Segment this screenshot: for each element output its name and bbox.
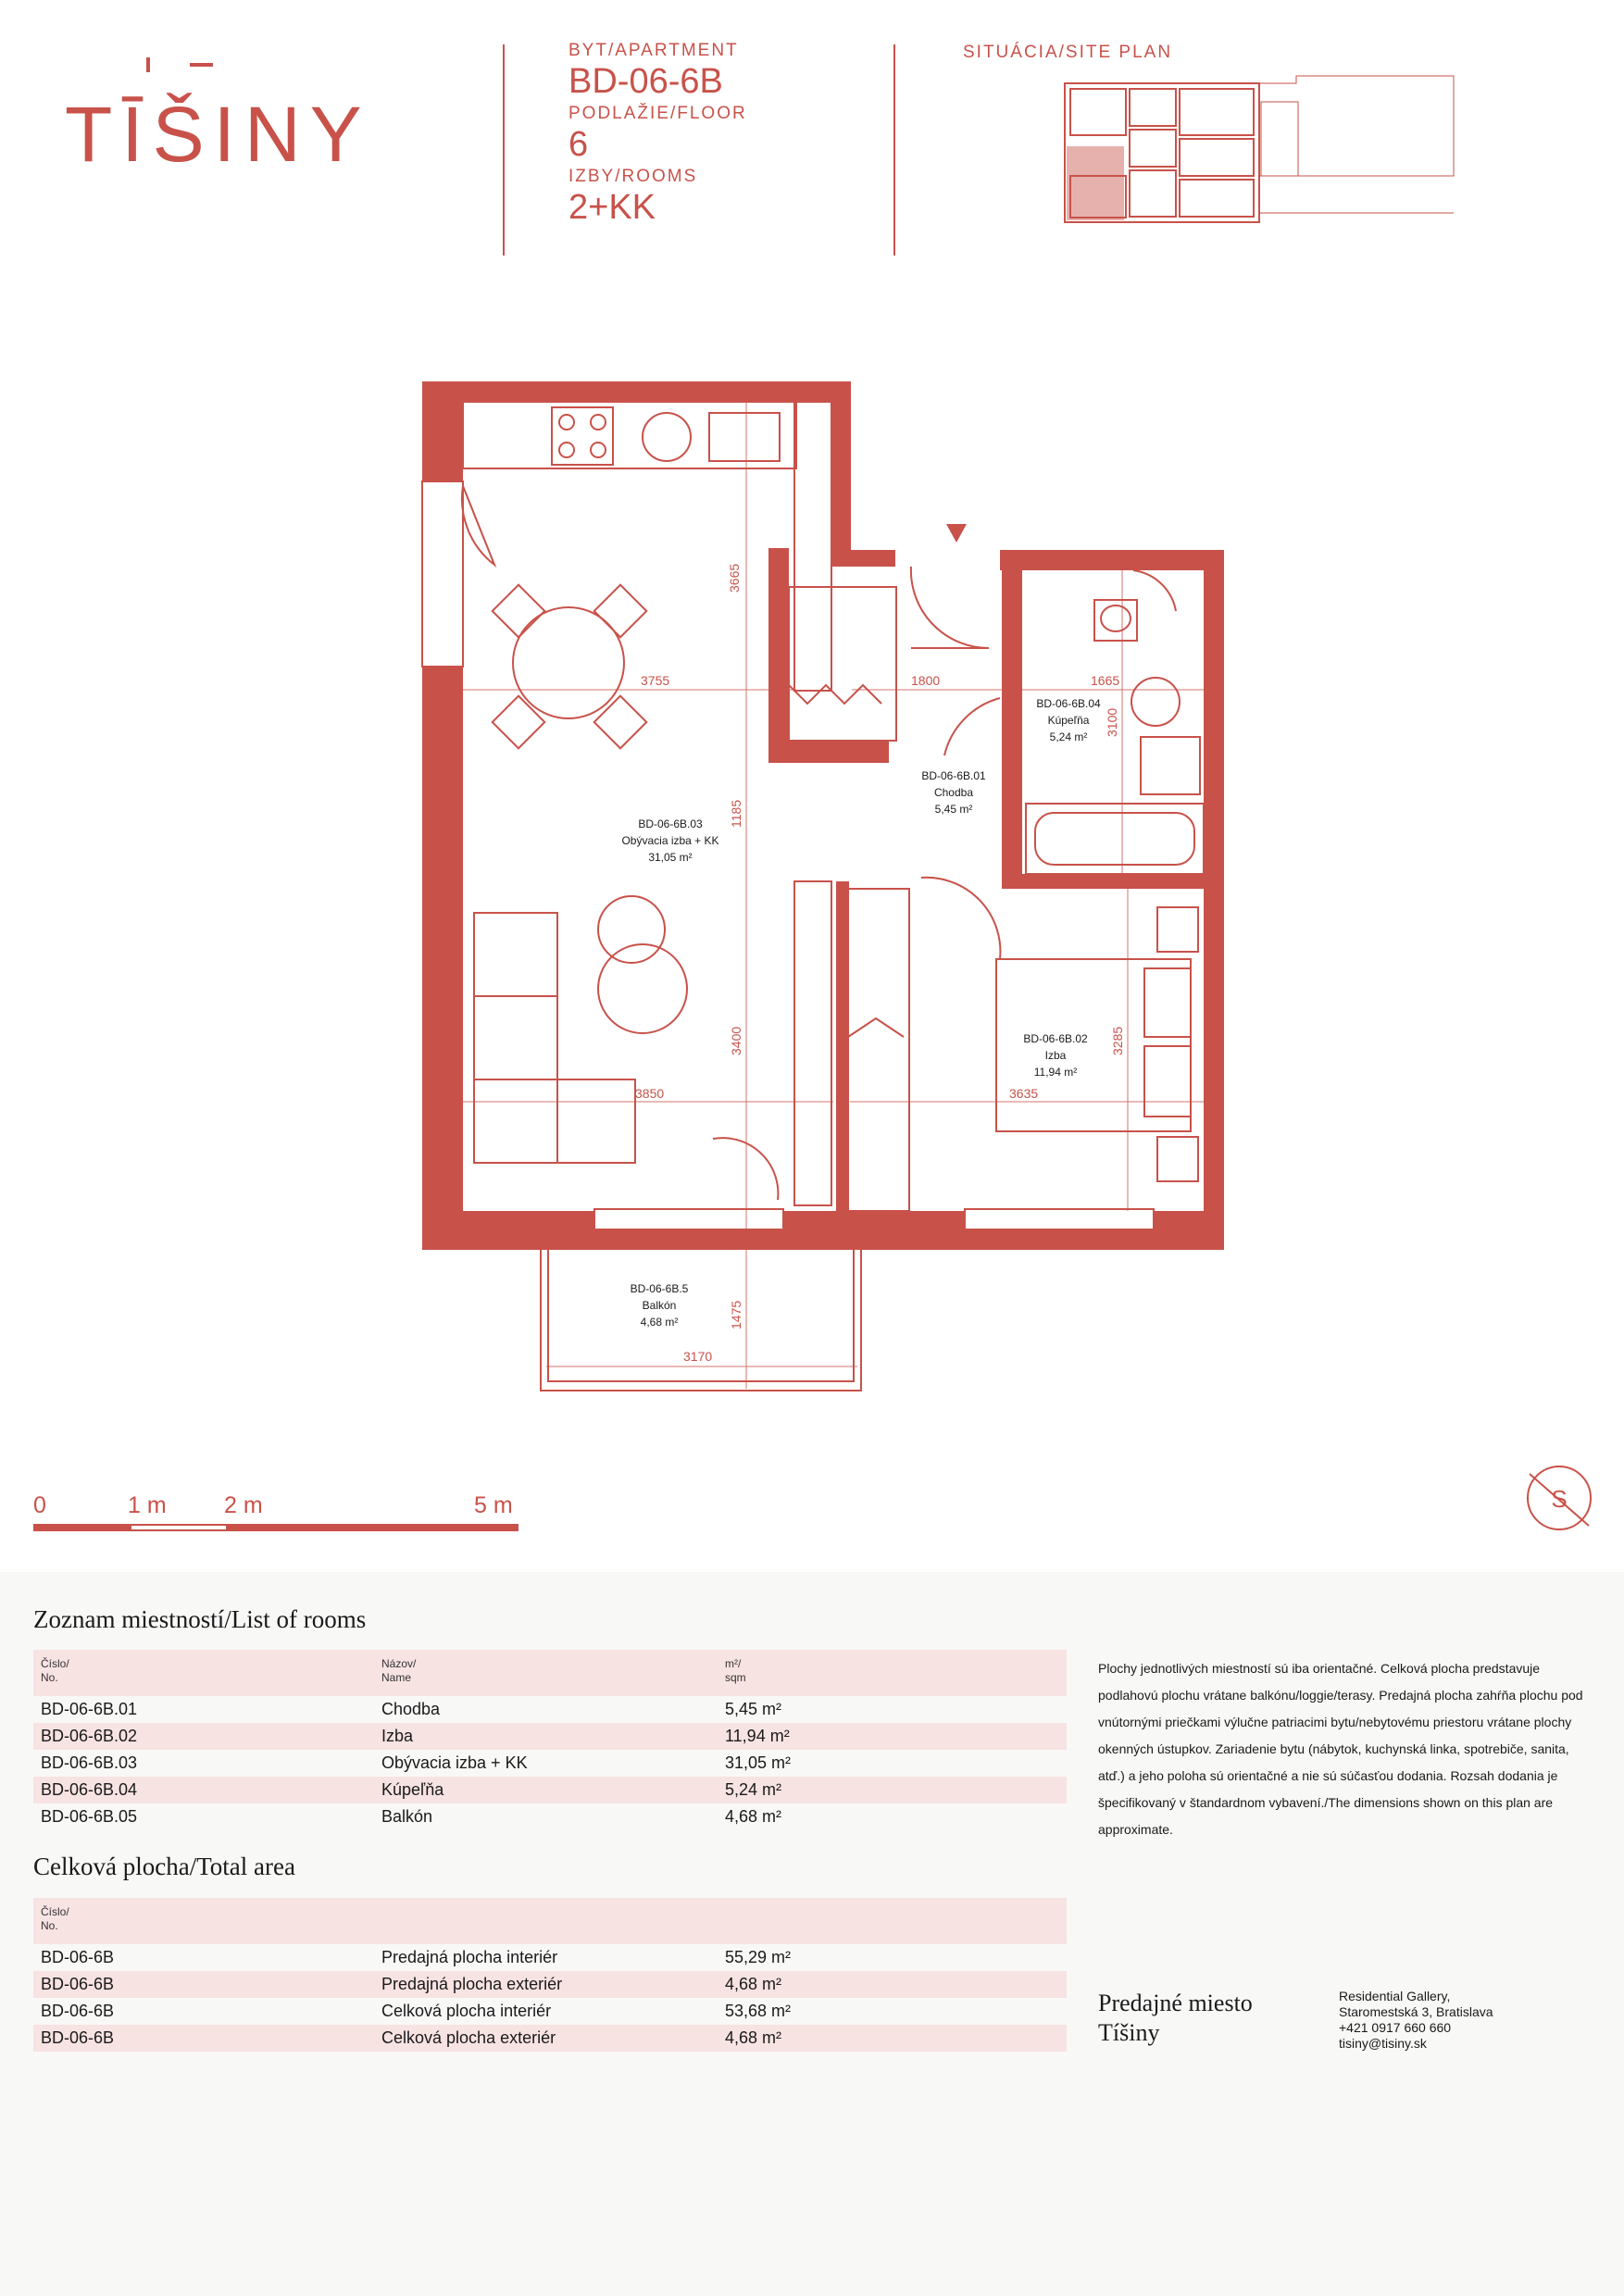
sales-addr-line2: Staromestská 3, Bratislava [1339,2004,1493,2019]
sales-title-line2: Tíšiny [1098,2019,1160,2046]
total-table-header [33,1898,1067,1944]
svg-text:BD-06-6B.01: BD-06-6B.01 [921,769,986,782]
sales-addr-line1: Residential Gallery, [1339,1989,1451,2003]
plan-walls [422,381,1224,1250]
total-table [33,1898,1067,2052]
site-plan-block [963,43,1172,63]
scale-bar [33,1524,518,1531]
dining-set [493,585,647,749]
brand-name: TĪŠINY [65,91,371,172]
dim-3755: 3755 [641,673,670,688]
site-plan-label: SITUÁCIA/SITE PLAN [963,43,1173,62]
table-row: BD-06-6B Celková plocha interiér 53,68 m² [41,2002,792,2020]
table-row: BD-06-6B.03 Obývacia izba + KK 31,05 m² [41,1753,792,1772]
rooms-value: 2+KK [568,188,656,227]
svg-text:5,45 m²: 5,45 m² [934,803,973,816]
rooms-table-header [33,1650,1067,1696]
room-label-bathroom [1036,697,1101,743]
col-header-name: Názov/ Name [381,1657,417,1684]
svg-text:31,05 m²: 31,05 m² [648,851,693,864]
col-header-area: m²/ sqm [725,1657,746,1684]
svg-text:BD-06-6B.03: BD-06-6B.03 [638,817,703,830]
room-label-balcony [631,1282,689,1329]
apartment-value: BD-06-6B [568,62,723,101]
col-header-no: Číslo/ No. [41,1905,69,1932]
table-row: BD-06-6B.02 Izba 11,94 m² [33,1723,1067,1750]
svg-text:Balkón: Balkón [642,1299,677,1312]
room-label-hall [921,769,986,816]
svg-text:Kúpeľňa: Kúpeľňa [1047,714,1090,727]
header-divider [503,44,505,256]
col-header-no: Číslo/ No. [41,1657,69,1684]
table-row: BD-06-6B Predajná plocha interiér 55,29 m² [41,1948,792,1966]
dim-1185: 1185 [729,799,743,828]
svg-text:BD-06-6B.04: BD-06-6B.04 [1036,697,1101,710]
entrance-marker [946,524,967,543]
table-row: BD-06-6B Predajná plocha exteriér 4,68 m² [33,1971,1067,1998]
table-row: BD-06-6B Celková plocha exteriér 4,68 m² [33,2025,1067,2052]
table-row: BD-06-6B.01 Chodba 5,45 m² [41,1700,782,1718]
disclaimer-note: Plochy jednotlivých miestností sú iba orientačné. Celková plocha predstavuje podlahovú plochu vrátane balkónu/loggie/terasy. Predajná plocha zahŕňa plochu pod vnútornými priečkami výlučne patriacimi bytu/nebytovému priestoru vrátane plochy okenných ústupkov. Zariadenie bytu (nábytok, kuchynská linka, spotrebiče, sanita, atď.) a jeho poloha sú orientačné a nie sú súčasťou dodania. Rozsah dodania je špecifikovaný v štandardnom vybavení./The dimensions shown on this plan are approximate. [1098,1661,1583,1837]
dim-1475: 1475 [729,1300,743,1329]
dim-1800: 1800 [911,673,941,688]
dim-3285: 3285 [1110,1026,1125,1055]
floor-label: PODLAŽIE/FLOOR [568,104,747,123]
scale-label-2m: 2 m [224,1492,263,1518]
site-apartment-highlight [1067,146,1124,220]
svg-text:5,24 m²: 5,24 m² [1049,730,1088,743]
sales-phone[interactable]: +421 0917 660 660 [1339,2020,1452,2035]
svg-text:BD-06-6B.5: BD-06-6B.5 [630,1282,689,1295]
scale-label-1m: 1 m [128,1492,167,1518]
svg-text:BD-06-6B.02: BD-06-6B.02 [1023,1032,1088,1045]
dim-1665: 1665 [1091,673,1120,688]
brand-logo [65,52,426,172]
site-plan-map [1056,74,1555,250]
room-label-living [621,817,718,864]
dim-3665: 3665 [727,563,742,593]
rooms-section-title: Zoznam miestností/List of rooms [33,1605,367,1633]
sales-point-title [1098,1989,1253,2048]
dim-3850: 3850 [635,1086,665,1101]
dim-3635: 3635 [1009,1086,1039,1101]
scale-label-0: 0 [33,1492,46,1518]
table-row: BD-06-6B.05 Balkón 4,68 m² [41,1807,782,1826]
svg-text:Chodba: Chodba [933,786,974,799]
apartment-label: BYT/APARTMENT [568,41,739,60]
dim-3170: 3170 [683,1349,713,1364]
header-divider-2 [893,44,895,256]
balcony-outline [541,1250,861,1391]
dim-3400: 3400 [729,1026,743,1055]
sales-title-line1: Predajné miesto [1098,1990,1253,2016]
north-indicator [1528,1466,1591,1529]
svg-text:11,94 m²: 11,94 m² [1033,1066,1078,1079]
scale-label-5m: 5 m [474,1492,513,1518]
svg-text:Izba: Izba [1044,1049,1067,1062]
north-label: S [1551,1485,1568,1513]
svg-text:4,68 m²: 4,68 m² [640,1316,679,1329]
total-section-title: Celková plocha/Total area [33,1853,295,1880]
sofa [474,896,687,1163]
room-label-bedroom [1023,1032,1088,1079]
apartment-info [568,37,747,228]
sales-address [1339,1989,1493,2052]
rooms-label: IZBY/ROOMS [568,167,698,186]
svg-text:Obývacia izba + KK: Obývacia izba + KK [621,834,719,847]
sales-email[interactable]: tisiny@tisiny.sk [1339,2036,1427,2051]
floor-value: 6 [568,125,589,164]
dim-3100: 3100 [1105,707,1119,737]
rooms-table [33,1650,1067,1830]
table-row: BD-06-6B.04 Kúpeľňa 5,24 m² [33,1777,1067,1803]
